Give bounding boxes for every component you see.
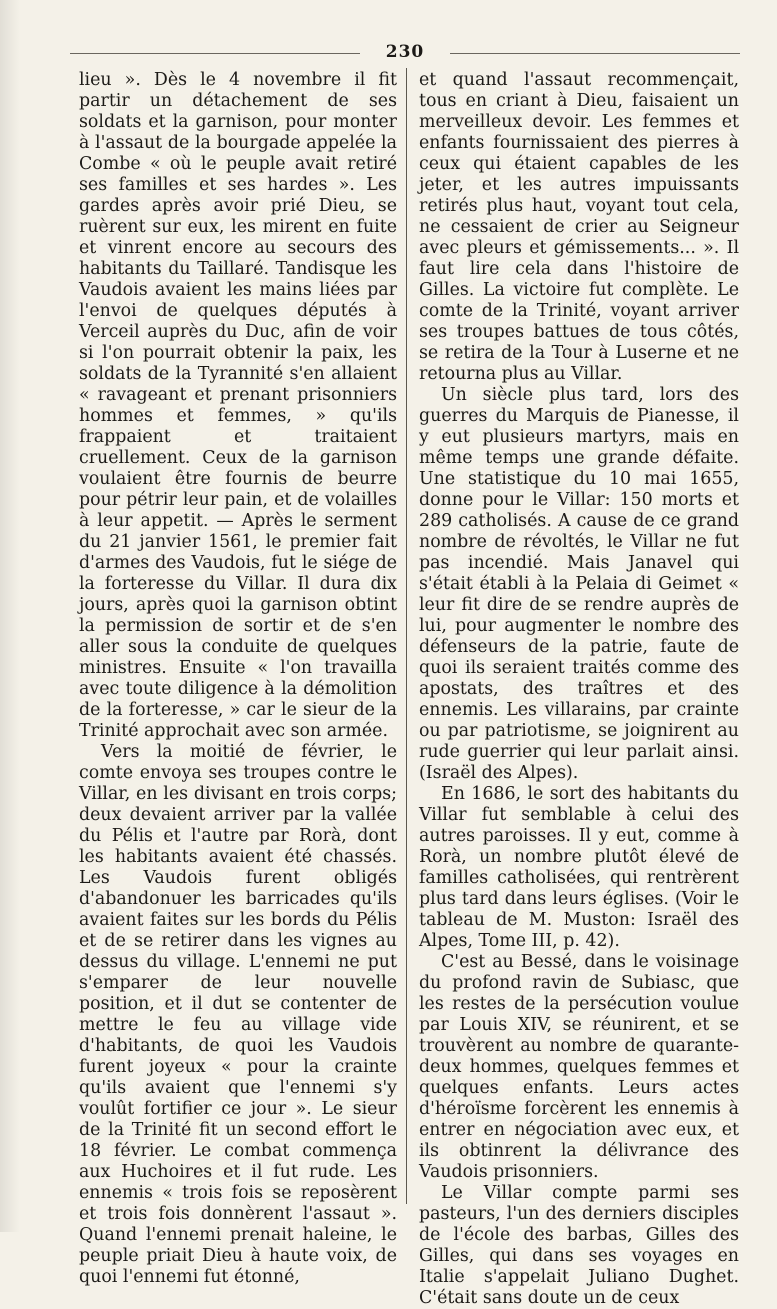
header-rule-left	[70, 53, 360, 54]
left-column	[79, 70, 397, 1288]
column-divider	[406, 68, 407, 1204]
page-number: 230	[385, 42, 425, 62]
paragraph: et quand l'assaut recommençait, tous en criant à Dieu, faisaient un merveilleux devoir. Les femmes et enfants fournissaient des pierres à ceux qui étaient capables de les jeter, et les autres impuissants retirés plus haut, voyant tout cela, ne cessaient de crier au Seigneur avec pleurs et gémissements... ». Il faut lire cela dans l'histoire de Gilles. La victoire fut complète. Le comte de la Trinité, voyant arriver ses troupes battues de tous côtés, se retira de la Tour à Luserne et ne retourna plus au Villar.	[419, 70, 739, 384]
paragraph: Vers la moitié de février, le comte envoya ses troupes contre le Villar, en les divisant en trois corps; deux devaient arriver par la vallée du Pélis et l'autre par Rorà, dont les habitants avaient été chassés. Les Vaudois furent obligés d'abandonuer les barricades qu'ils avaient faites sur les bords du Pélis et de se retirer dans les vignes au dessus du village. L'ennemi ne put s'emparer de leur nouvelle position, et il dut se contenter de mettre le feu au village vide d'habitants, de quoi les Vaudois furent joyeux « pour la crainte qu'ils avaient que l'ennemi s'y voulût fortifier ce jour ». Le sieur de la Trinité fit un second effort le 18 février. Le combat commença aux Huchoires et il fut rude. Les ennemis « trois fois se reposèrent et trois fois donnèrent l'assaut ». Quand l'ennemi prenait haleine, le peuple priait Dieu à haute voix, de quoi l'ennemi fut étonné,	[79, 742, 397, 1287]
page-binding-shadow	[0, 0, 20, 1232]
paragraph: En 1686, le sort des habitants du Villar fut semblable à celui des autres paroisses. Il y eut, comme à Rorà, un nombre plutôt élevé de familles catholisées, qui rentrèrent plus tard dans leurs églises. (Voir le tableau de M. Muston: Israël des Alpes, Tome III, p. 42).	[419, 784, 739, 951]
paragraph: lieu ». Dès le 4 novembre il fit partir un détachement de ses soldats et la garnison, pour monter à l'assaut de la bourgade appelée la Combe « où le peuple avait retiré ses familles et ses hardes ». Les gardes après avoir prié Dieu, se ruèrent sur eux, les mirent en fuite et vinrent encore au secours des habitants du Taillaré. Tandisque les Vaudois avaient les mains liées par l'envoi de quelques députés à Verceil auprès du Duc, afin de voir si l'on pourrait obtenir la paix, les soldats de la Tyrannité s'en allaient « ravageant et prenant prisonniers hommes et femmes, » qu'ils frappaient et traitaient cruellement. Ceux de la garnison voulaient être fournis de beurre pour pétrir leur pain, et de volailles à leur appetit. — Après le serment du 21 janvier 1561, le premier fait d'armes des Vaudois, fut le siége de la forteresse du Villar. Il dura dix jours, après quoi la garnison obtint la permission de sortir et de s'en aller sous la conduite de quelques ministres. Ensuite « l'on travailla avec toute diligence à la démolition de la forteresse, » car le sieur de la Trinité approchait avec son armée.	[79, 70, 397, 741]
paragraph: Un siècle plus tard, lors des guerres du Marquis de Pianesse, il y eut plusieurs martyrs, mais en même temps une grande défaite. Une statistique du 10 mai 1655, donne pour le Villar: 150 morts et 289 catholisés. A cause de ce grand nombre de révoltés, le Villar ne fut pas incendié. Mais Janavel qui s'était établi à la Pelaia di Geimet « leur fit dire de se rendre auprès de lui, pour augmenter le nombre des défenseurs de la patrie, faute de quoi ils seraient traités comme des apostats, des traîtres et des ennemis. Les villarains, par crainte ou par patriotisme, se joignirent au rude guerrier qui leur parlait ainsi. (Israël des Alpes).	[419, 385, 739, 783]
page-header	[70, 42, 740, 64]
paragraph: C'est au Bessé, dans le voisinage du profond ravin de Subiasc, que les restes de la persécution voulue par Louis XIV, se réunirent, et se trouvèrent au nombre de quarante-deux hommes, quelques femmes et quelques enfants. Leurs actes d'héroïsme forcèrent les ennemis à entrer en négociation avec eux, et ils obtinrent la délivrance des Vaudois prisonniers.	[419, 952, 739, 1182]
right-column	[419, 70, 739, 1309]
paragraph: Le Villar compte parmi ses pasteurs, l'un des derniers disciples de l'école des barbas, Gilles des Gilles, qui dans ses voyages en Italie s'appelait Juliano Dughet. C'était sans doute un de ceux	[419, 1183, 739, 1308]
header-rule-right	[450, 53, 740, 54]
